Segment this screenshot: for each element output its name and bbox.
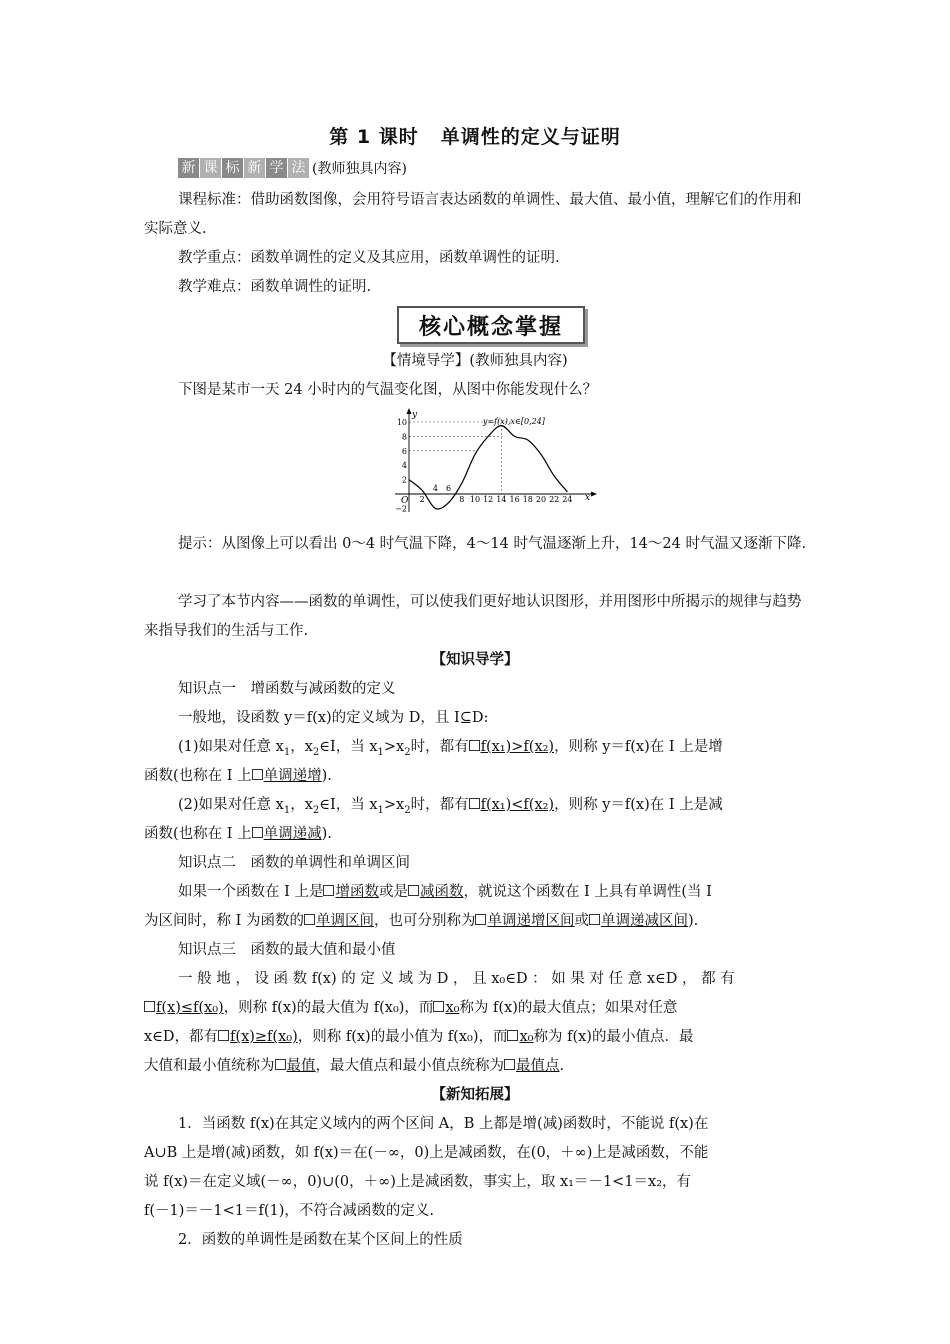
badge-char: 学 [266, 158, 287, 178]
page-title [0, 122, 950, 149]
answer-text: x₀ [445, 1000, 460, 1016]
text-fragment: x∈D，都有 [144, 1029, 219, 1045]
answer-text: f(x)≥f(x₀) [230, 1029, 298, 1045]
answer-text: 单调递减 [263, 826, 322, 842]
answer-blank [252, 826, 322, 842]
blank-box-icon [304, 914, 315, 925]
answer-blank [507, 1029, 533, 1045]
text-fragment: 称为 f(x)的最大值点；如果对任意 [459, 1000, 678, 1016]
extension-point-1-line-2: A∪B 上是增(减)函数，如 f(x)＝在(－∞，0)上是减函数，在(0，＋∞)上是减函数，不能 [144, 1145, 709, 1161]
answer-blank [475, 913, 574, 929]
answer-blank [304, 913, 374, 929]
x-tick-label: 10 [469, 495, 481, 504]
answer-text: 最值 [286, 1058, 316, 1074]
teaching-key-point: 教学重点：函数单调性的定义及其应用，函数单调性的证明. [178, 250, 560, 266]
answer-text: x₀ [519, 1029, 534, 1045]
chart-grid [409, 422, 511, 494]
answer-blank [323, 884, 379, 900]
extension-point-1-line-4: f(－1)＝－1<1＝f(1)，不符合减函数的定义. [144, 1203, 435, 1219]
x-axis-arrow-icon [591, 492, 597, 497]
text-fragment: 如果一个函数在 I 上是 [178, 884, 324, 900]
blank-box-icon [144, 1001, 155, 1012]
course-standard: 课程标准：借助函数图像，会用符号语言表达函数的单调性、最大值、最小值，理解它们的作用和实际意义. [144, 192, 802, 237]
text-fragment: ). [321, 768, 332, 784]
y-axis-arrow-icon [407, 408, 412, 414]
y-tick-label: 6 [401, 446, 407, 456]
chart-annotation: y=f(x),x∈[0,24] [482, 417, 545, 426]
x-tick-label: 6 [446, 484, 452, 493]
origin-label: O [401, 496, 409, 506]
text-fragment: 大值和最小值统称为 [144, 1058, 275, 1074]
extrema-definition-line-3 [144, 1023, 808, 1052]
text-fragment: 时，都有 [410, 797, 469, 813]
x-tick-label: 14 [496, 495, 507, 504]
text-fragment: ). [321, 826, 332, 842]
x-tick-label: 24 [562, 495, 573, 504]
text-fragment: ，则称 f(x)的最大值为 f(x₀)，而 [223, 1000, 434, 1016]
badge-char: 课 [200, 158, 221, 178]
blank-box-icon [475, 914, 486, 925]
answer-text: 减函数 [419, 884, 464, 900]
section-banner [397, 306, 585, 344]
text-fragment: (1)如果对任意 x [178, 739, 284, 755]
answer-text: f(x₁)>f(x₂) [480, 739, 555, 755]
badge-char: 标 [222, 158, 243, 178]
situation-question: 下图是某市一天 24 小时内的气温变化图，从图中你能发现什么？ [178, 382, 598, 398]
badge-char: 法 [288, 158, 309, 178]
blank-box-icon [252, 827, 263, 838]
method-badge [178, 158, 310, 178]
text-fragment: ，则称 y＝f(x)在 I 上是增 [554, 739, 723, 755]
text-fragment: ). [687, 913, 699, 929]
blank-box-icon [275, 1059, 286, 1070]
increasing-definition-line-2 [144, 762, 808, 791]
situation-summary: 学习了本节内容——函数的单调性，可以使我们更好地认识图形，并用图形中所揭示的规律与趋势来指导我们的生活与工作. [144, 594, 802, 639]
knowledge-point-1-intro: 一般地，设函数 y＝f(x)的定义域为 D，且 I⊆D: [178, 710, 489, 726]
text-fragment: ，则称 f(x)的最小值为 f(x₀)，而 [297, 1029, 508, 1045]
text-fragment: ，就说这个函数在 I 上具有单调性(当 I [463, 884, 712, 900]
x-tick-label: 22 [549, 495, 560, 504]
extrema-definition-line-4 [144, 1052, 808, 1081]
answer-blank [275, 1058, 316, 1074]
answer-text: 增函数 [335, 884, 379, 900]
answer-blank [408, 884, 464, 900]
extrema-definition-line-1: 一 般 地 ， 设 函 数 f(x) 的 定 义 域 为 D ， 且 x₀∈D ： 如 果 对 任 意 x∈D ， 都 有 [178, 971, 735, 987]
answer-blank [433, 1000, 459, 1016]
decreasing-definition-line-2 [144, 820, 808, 849]
knowledge-point-1-title: 知识点一 增函数与减函数的定义 [178, 681, 396, 697]
answer-text: 单调递增区间 [487, 913, 575, 929]
lesson-number: 第 1 课时 [329, 126, 419, 148]
method-badge-row [178, 158, 407, 178]
answer-text: 单调区间 [315, 913, 374, 929]
text-fragment: 称为 f(x)的最小值点．最 [533, 1029, 694, 1045]
x-tick-label: 4 [432, 484, 438, 493]
y-tick-label: 8 [401, 432, 407, 442]
x-tick-label: 2 [419, 495, 425, 504]
answer-blank [469, 739, 555, 755]
text-fragment: 或是 [378, 884, 408, 900]
blank-box-icon [507, 1030, 518, 1041]
blank-box-icon [504, 1059, 515, 1070]
blank-box-icon [323, 885, 334, 896]
lesson-topic: 单调性的定义与证明 [440, 126, 621, 148]
x-tick-label: 8 [459, 495, 465, 504]
situation-hint: 提示：从图像上可以看出 0～4 时气温下降，4～14 时气温逐渐上升，14～24 时气温又逐渐下降. [178, 536, 807, 552]
extension-heading: 【新知拓展】 [431, 1087, 519, 1103]
text-fragment: 为区间时，称 I 为函数的 [144, 913, 304, 929]
x-tick-label: 18 [522, 495, 533, 504]
answer-blank [504, 1058, 560, 1074]
text-fragment: ，也可分别称为 [373, 913, 476, 929]
badge-char: 新 [244, 158, 265, 178]
blank-box-icon [408, 885, 419, 896]
monotonic-definition-line-2 [144, 907, 808, 936]
blank-box-icon [218, 1030, 229, 1041]
blank-box-icon [469, 798, 480, 809]
answer-text: f(x)≤f(x₀) [156, 1000, 224, 1016]
teaching-difficulty: 教学难点：函数单调性的证明. [178, 279, 372, 295]
x-tick-label: 16 [509, 495, 520, 504]
text-fragment: 函数(也称在 I 上 [144, 826, 252, 842]
text-fragment: ，最大值点和最小值点统称为 [315, 1058, 504, 1074]
temperature-chart [391, 408, 601, 518]
text-fragment: ∈I，当 x [319, 739, 378, 755]
y-tick-label: 10 [396, 418, 407, 427]
answer-text: 单调递减区间 [600, 913, 688, 929]
blank-box-icon [469, 740, 480, 751]
answer-text: f(x₁)<f(x₂) [480, 797, 555, 813]
answer-blank [469, 797, 555, 813]
y-tick-label: 2 [401, 475, 407, 485]
blank-box-icon [433, 1001, 444, 1012]
answer-blank [218, 1029, 298, 1045]
extension-point-1-line-1: 1．当函数 f(x)在其定义域内的两个区间 A，B 上都是增(减)函数时，不能说 f(x)在 [178, 1116, 709, 1132]
extension-point-2: 2．函数的单调性是函数在某个区间上的性质 [178, 1232, 463, 1248]
text-fragment: 时，都有 [410, 739, 469, 755]
answer-blank [252, 768, 322, 784]
extension-point-1-line-3: 说 f(x)＝在定义域(－∞，0)∪(0，＋∞)上是减函数，事实上，取 x₁＝－1<1＝x₂，有 [144, 1174, 692, 1190]
answer-blank [144, 1000, 224, 1016]
x-tick-label: 20 [535, 495, 547, 504]
y-tick-label: −2 [395, 504, 407, 514]
text-fragment: . [559, 1058, 565, 1074]
text-fragment: 函数(也称在 I 上 [144, 768, 252, 784]
text-fragment: ，则称 y＝f(x)在 I 上是减 [554, 797, 723, 813]
x-tick-label: 12 [483, 495, 494, 504]
y-tick-label: 4 [401, 461, 407, 471]
badge-char: 新 [178, 158, 199, 178]
y-axis-label: y [412, 410, 418, 420]
knowledge-point-2-title: 知识点二 函数的单调性和单调区间 [178, 855, 410, 871]
knowledge-heading: 【知识导学】 [431, 652, 519, 668]
blank-box-icon [252, 769, 263, 780]
section-banner-text: 核心概念掌握 [418, 314, 563, 340]
decreasing-definition-line-1: (2)如果对任意 $x_1$，$x_2\in I$，当 $x_1>x_2$时，都有 f(x₁)<f(x₂)，则称 y＝f(x)在 I 上是减 [178, 797, 723, 816]
extrema-definition-line-2 [144, 994, 808, 1023]
knowledge-point-3-title: 知识点三 函数的最大值和最小值 [178, 942, 396, 958]
answer-text: 最值点 [516, 1058, 560, 1074]
teacher-only-note: (教师独具内容) [312, 161, 407, 177]
text-fragment: 或 [574, 913, 589, 929]
increasing-definition-line-1: (1)如果对任意 $x_1$，$x_2\in I$，当 $x_1>x_2$时，都有 f(x₁)>f(x₂)，则称 y＝f(x)在 I 上是增 [178, 739, 723, 758]
monotonic-definition-line-1 [144, 878, 808, 907]
x-axis-label: x [585, 493, 591, 503]
situation-heading: 【情境导学】(教师独具内容) [382, 353, 568, 369]
blank-box-icon [589, 914, 600, 925]
answer-text: 单调递增 [263, 768, 322, 784]
answer-blank [589, 913, 688, 929]
text-fragment: ，x [290, 739, 313, 755]
